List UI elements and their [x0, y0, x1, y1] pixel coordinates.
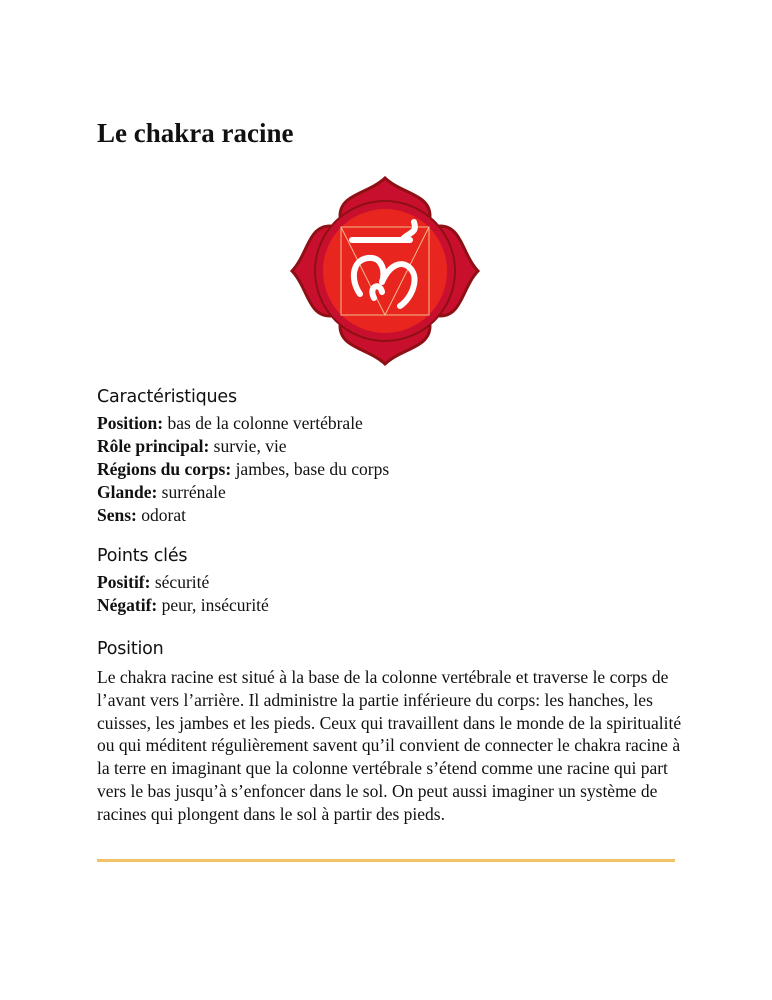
- key-points-list: [97, 571, 269, 617]
- row-label: Position:: [97, 413, 164, 433]
- root-chakra-lotus-icon: [290, 176, 480, 366]
- position-heading: Position: [97, 639, 164, 659]
- position-section: [97, 636, 687, 826]
- characteristic-row: [97, 435, 389, 458]
- key-point-row: [97, 594, 269, 617]
- key-points-heading: Points clés: [97, 546, 188, 566]
- row-value: jambes, base du corps: [235, 459, 390, 479]
- row-label: Rôle principal:: [97, 436, 210, 456]
- position-paragraph: Le chakra racine est situé à la base de la colonne vertébrale et traverse le corps de l’avant vers l’arrière. Il administre la partie inférieure du corps: les hanches, les cuisses, les jambes et les pieds. Ceux qui travaillent dans le monde de la spiritualité ou qui méditent régulièrement savent qu’il convient de connecter le chakra racine à la terre en imaginant que la colonne vertébrale s’étend comme une racine qui part vers le bas jusqu’à s’enfoncer dans le sol. On peut aussi imaginer un système de racines qui plongent dans le sol à partir des pieds.: [97, 667, 682, 824]
- row-label: Sens:: [97, 505, 137, 525]
- key-point-row: [97, 571, 269, 594]
- row-value: sécurité: [154, 572, 210, 592]
- page-title: Le chakra racine: [97, 118, 294, 148]
- characteristic-row: [97, 412, 389, 435]
- key-points-section: [97, 543, 269, 617]
- characteristic-row: [97, 481, 389, 504]
- row-label: Négatif:: [97, 595, 158, 615]
- row-value: survie, vie: [213, 436, 287, 456]
- characteristic-row: [97, 504, 389, 527]
- characteristic-row: [97, 458, 389, 481]
- characteristics-list: [97, 412, 389, 527]
- row-label: Glande:: [97, 482, 158, 502]
- row-label: Régions du corps:: [97, 459, 232, 479]
- row-value: surrénale: [161, 482, 226, 502]
- accent-divider: [97, 859, 675, 862]
- characteristics-section: [97, 384, 389, 527]
- row-value: odorat: [141, 505, 186, 525]
- characteristics-heading: Caractéristiques: [97, 387, 237, 407]
- row-value: peur, insécurité: [161, 595, 269, 615]
- row-label: Positif:: [97, 572, 151, 592]
- row-value: bas de la colonne vertébrale: [167, 413, 363, 433]
